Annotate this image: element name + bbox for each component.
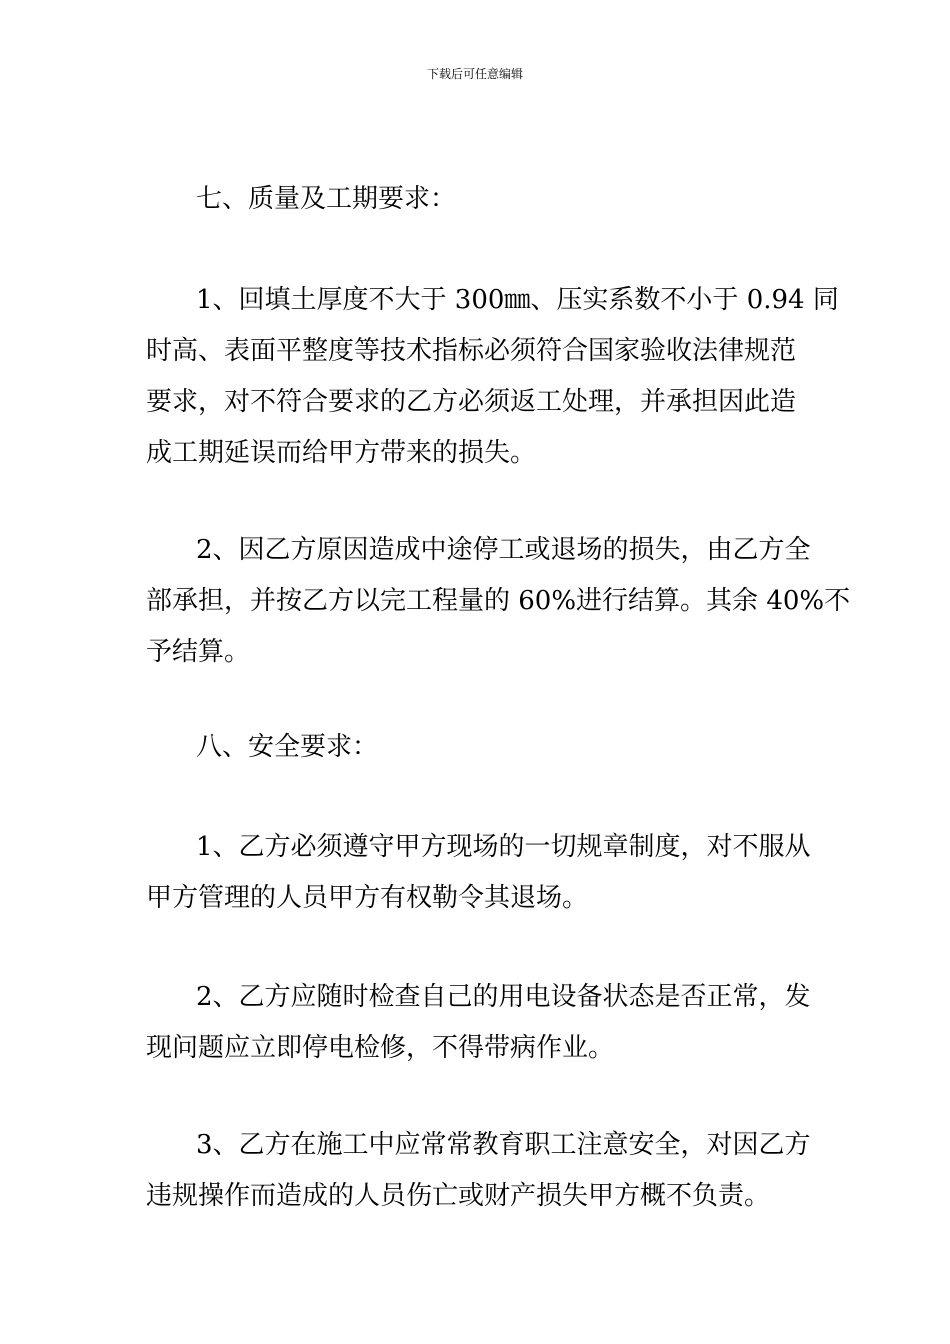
paragraph-line: 3、乙方在施工中应常常教育职工注意安全，对因乙方	[196, 1130, 811, 1160]
paragraph-line: 1、回填土厚度不大于 300㎜、压实系数不小于 0.94 同	[196, 285, 839, 315]
paragraph-line: 甲方管理的人员甲方有权勒令其退场。	[146, 883, 589, 913]
paragraph-line: 2、乙方应随时检查自己的用电设备状态是否正常，发	[196, 982, 811, 1012]
section-8-item-3	[146, 1120, 816, 1222]
heading-text: 七、质量及工期要求：	[196, 184, 457, 214]
section-8-item-1	[146, 822, 816, 924]
paragraph-line: 2、因乙方原因造成中途停工或退场的损失，由乙方全	[196, 535, 811, 565]
paragraph-line: 予结算。	[146, 637, 251, 667]
section-7-heading	[146, 174, 816, 225]
section-7-item-2	[146, 525, 851, 678]
section-7-item-1	[146, 275, 839, 479]
paragraph-line: 部承担，并按乙方以完工程量的 60%进行结算。其余 40%不	[146, 586, 851, 616]
paragraph-line: 现问题应立即停电检修，不得带病作业。	[146, 1033, 615, 1063]
section-8-item-2	[146, 972, 816, 1074]
paragraph-line: 时高、表面平整度等技术指标必须符合国家验收法律规范	[146, 336, 797, 366]
paragraph-line: 违规操作而造成的人员伤亡或财产损失甲方概不负责。	[146, 1181, 771, 1211]
paragraph-line: 要求，对不符合要求的乙方必须返工处理，并承担因此造	[146, 387, 797, 417]
page-header: 下载后可任意编辑	[426, 67, 523, 81]
paragraph-line: 1、乙方必须遵守甲方现场的一切规章制度，对不服从	[196, 832, 811, 862]
paragraph-line: 成工期延误而给甲方带来的损失。	[146, 438, 537, 468]
heading-text: 八、安全要求：	[196, 732, 379, 762]
section-8-heading	[146, 722, 816, 773]
